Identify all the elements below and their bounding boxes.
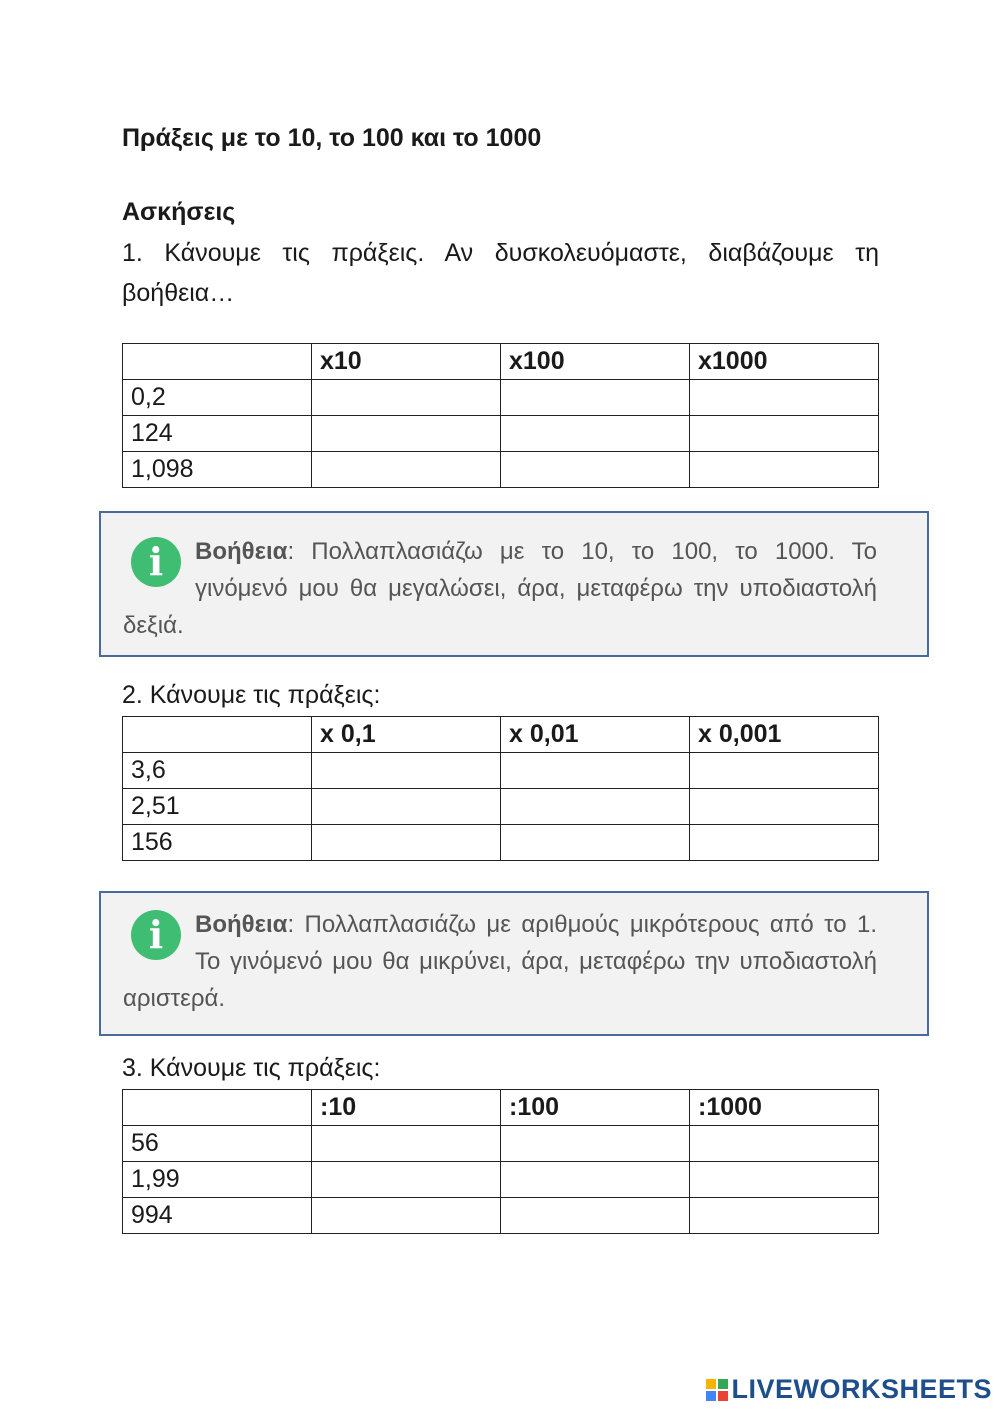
answer-input[interactable] [501, 754, 689, 788]
answer-input[interactable] [690, 381, 878, 415]
exercise-2-prompt: 2. Κάνουμε τις πράξεις: [122, 681, 381, 709]
answer-input[interactable] [312, 754, 500, 788]
answer-input[interactable] [690, 790, 878, 824]
header-cell: x1000 [690, 344, 879, 380]
answer-input[interactable] [312, 417, 500, 451]
answer-cell [312, 1162, 501, 1198]
table-row [123, 825, 879, 861]
page-title: Πράξεις με το 10, το 100 και το 1000 [122, 124, 542, 152]
answer-cell [312, 789, 501, 825]
answer-input[interactable] [312, 453, 500, 487]
answer-cell [501, 1198, 690, 1234]
table-row [123, 1198, 879, 1234]
answer-cell [690, 1126, 879, 1162]
exercise-1-table [122, 343, 879, 488]
table-row [123, 1126, 879, 1162]
help-label: Βοήθεια [195, 538, 288, 565]
answer-cell [312, 1198, 501, 1234]
answer-cell [312, 452, 501, 488]
row-number: 3,6 [123, 753, 312, 789]
answer-input[interactable] [501, 417, 689, 451]
answer-cell [690, 416, 879, 452]
row-number: 1,99 [123, 1162, 312, 1198]
table-row [123, 380, 879, 416]
answer-input[interactable] [690, 826, 878, 860]
answer-cell [690, 753, 879, 789]
answer-input[interactable] [312, 826, 500, 860]
answer-input[interactable] [690, 1127, 878, 1161]
row-number: 1,098 [123, 452, 312, 488]
header-cell: :100 [501, 1090, 690, 1126]
exercise-3-table [122, 1089, 879, 1234]
row-number: 124 [123, 416, 312, 452]
answer-cell [501, 753, 690, 789]
answer-cell [690, 1198, 879, 1234]
row-number: 2,51 [123, 789, 312, 825]
help-text: : Πολλαπλασιάζω με αριθμούς μικρότερους από το 1. Το γινόμενό μου θα μικρύνει, άρα, μεταφέρω την υποδιαστολή αριστερά. [123, 911, 877, 1012]
row-number: 56 [123, 1126, 312, 1162]
answer-input[interactable] [501, 1127, 689, 1161]
table-header-row [123, 1090, 879, 1126]
answer-cell [501, 416, 690, 452]
header-cell: x100 [501, 344, 690, 380]
answer-input[interactable] [312, 1127, 500, 1161]
table-header-row [123, 717, 879, 753]
answer-cell [690, 789, 879, 825]
row-number: 0,2 [123, 380, 312, 416]
exercise-2-table [122, 716, 879, 861]
header-cell: x 0,1 [312, 717, 501, 753]
answer-input[interactable] [690, 754, 878, 788]
answer-input[interactable] [690, 417, 878, 451]
liveworksheets-logo[interactable] [706, 1374, 992, 1405]
info-icon: i [131, 537, 181, 587]
answer-input[interactable] [501, 453, 689, 487]
answer-input[interactable] [501, 790, 689, 824]
header-cell: x 0,001 [690, 717, 879, 753]
answer-input[interactable] [312, 790, 500, 824]
answer-cell [501, 1126, 690, 1162]
row-number: 994 [123, 1198, 312, 1234]
help-box-content [123, 533, 877, 644]
table-header-row [123, 344, 879, 380]
table-row [123, 1162, 879, 1198]
answer-cell [690, 380, 879, 416]
answer-input[interactable] [690, 1199, 878, 1233]
answer-input[interactable] [312, 1199, 500, 1233]
answer-cell [312, 380, 501, 416]
row-number: 156 [123, 825, 312, 861]
header-cell: x 0,01 [501, 717, 690, 753]
answer-cell [501, 825, 690, 861]
header-cell: x10 [312, 344, 501, 380]
answer-cell [690, 825, 879, 861]
section-heading: Ασκήσεις [122, 198, 236, 226]
header-cell [123, 344, 312, 380]
help-box-1 [99, 511, 929, 657]
answer-input[interactable] [690, 453, 878, 487]
header-cell [123, 717, 312, 753]
table-row [123, 753, 879, 789]
info-icon: i [131, 910, 181, 960]
answer-cell [312, 1126, 501, 1162]
answer-input[interactable] [312, 381, 500, 415]
answer-input[interactable] [501, 1163, 689, 1197]
answer-cell [312, 416, 501, 452]
help-box-2 [99, 891, 929, 1036]
table-row [123, 452, 879, 488]
answer-input[interactable] [312, 1163, 500, 1197]
answer-input[interactable] [501, 381, 689, 415]
answer-cell [501, 452, 690, 488]
header-cell [123, 1090, 312, 1126]
header-cell: :10 [312, 1090, 501, 1126]
help-box-content [123, 906, 877, 1017]
help-label: Βοήθεια [195, 911, 288, 938]
answer-cell [690, 1162, 879, 1198]
answer-cell [501, 380, 690, 416]
answer-input[interactable] [690, 1163, 878, 1197]
answer-cell [312, 825, 501, 861]
answer-input[interactable] [501, 1199, 689, 1233]
exercise-1-prompt: 1. Κάνουμε τις πράξεις. Αν δυσκολευόμαστε, διαβάζουμε τη βοήθεια… [122, 239, 879, 307]
header-cell: :1000 [690, 1090, 879, 1126]
logo-blocks-icon [706, 1379, 728, 1401]
answer-input[interactable] [501, 826, 689, 860]
table-row [123, 789, 879, 825]
answer-cell [690, 452, 879, 488]
answer-cell [312, 753, 501, 789]
help-text: : Πολλαπλασιάζω με το 10, το 100, το 1000. Το γινόμενό μου θα μεγαλώσει, άρα, μεταφέρω την υποδιαστολή δεξιά. [123, 538, 877, 639]
answer-cell [501, 789, 690, 825]
answer-cell [501, 1162, 690, 1198]
exercise-3-prompt: 3. Κάνουμε τις πράξεις: [122, 1054, 381, 1082]
table-row [123, 416, 879, 452]
logo-text: LIVEWORKSHEETS [731, 1374, 992, 1404]
